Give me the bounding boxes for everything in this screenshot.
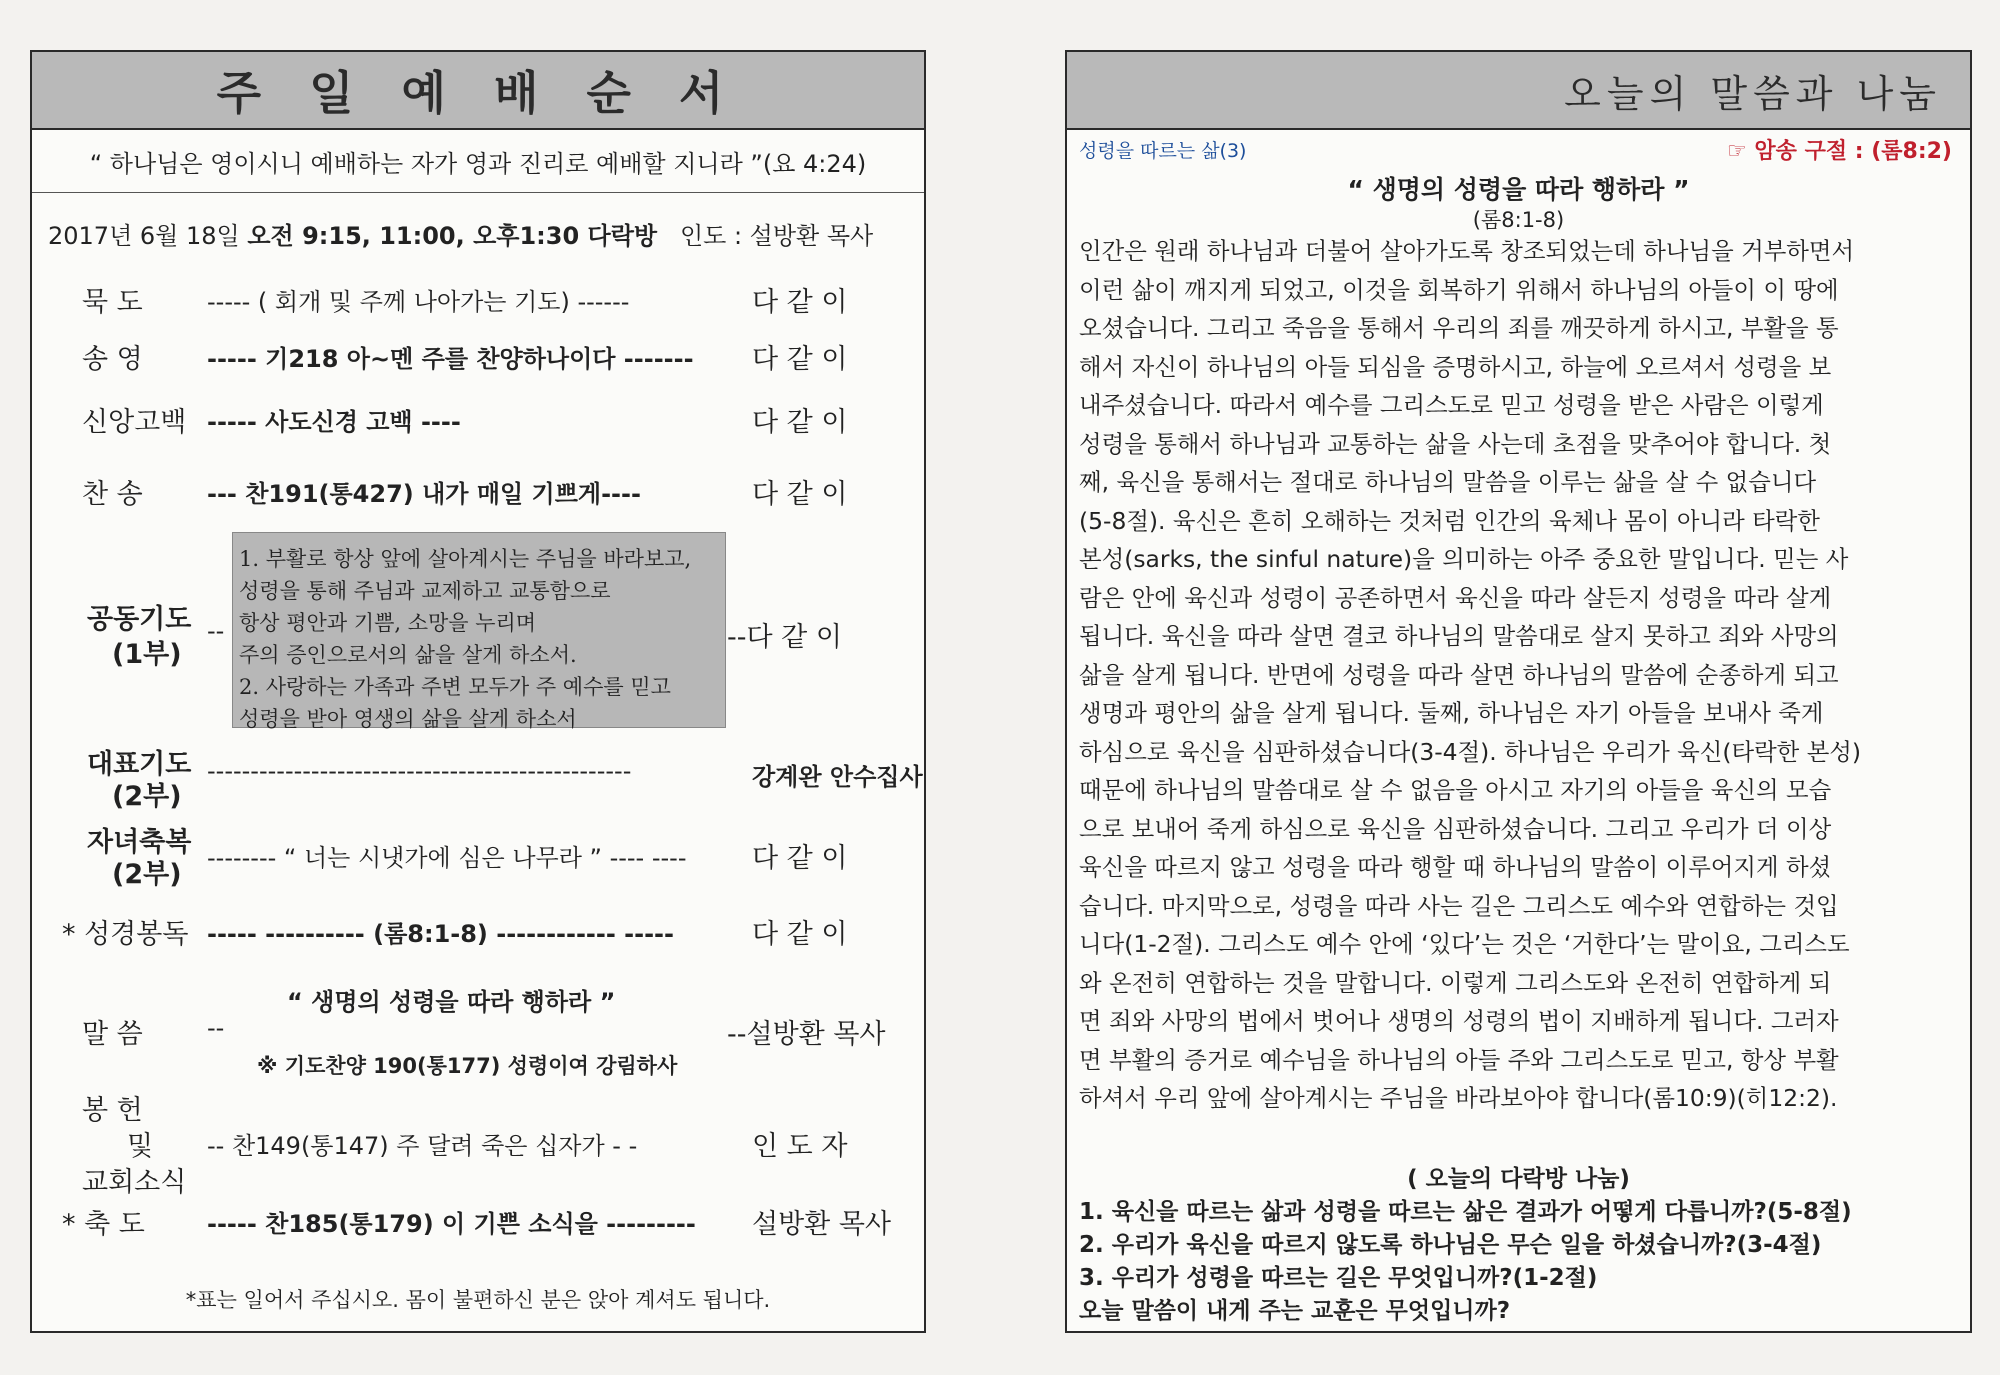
- order-desc-offering: -- 찬149(통147) 주 달려 죽은 십자가 - -: [207, 1132, 638, 1160]
- order-leader-sermon: --설방환 목사: [727, 1019, 886, 1050]
- series-label: 성령을 따르는 삶(3): [1079, 140, 1247, 162]
- order-sub-common-prayer: (1부): [112, 639, 182, 670]
- body-line: 하심으로 육신을 심판하셨습니다(3-4절). 하나님은 우리가 육신(타락한 본성): [1079, 737, 1862, 766]
- service-date: 2017년 6월 18일: [48, 222, 240, 250]
- body-line: 내주셨습니다. 따라서 예수를 그리스도로 믿고 성령을 받은 사람은 이렇게: [1079, 391, 1824, 419]
- order-label-benediction: * 축 도: [62, 1209, 145, 1240]
- service-info: [48, 216, 873, 251]
- service-leader: 인도 : 설방환 목사: [679, 222, 874, 250]
- order-label-silent-prayer: 묵 도: [82, 287, 143, 318]
- body-line: 생명과 평안의 삶을 살게 됩니다. 둘째, 하나님은 자기 아들을 보내사 죽게: [1079, 699, 1824, 727]
- worship-order-header: [32, 52, 924, 130]
- order-label-news: 교회소식: [82, 1167, 187, 1198]
- body-line: 오셨습니다. 그리고 죽음을 통해서 우리의 죄를 깨끗하게 하시고, 부활을 통: [1079, 314, 1839, 342]
- worship-order-title: 주 일 예 배 순 서: [216, 66, 740, 120]
- footer-note: *표는 일어서 주십시오. 몸이 불편하신 분은 앉아 계셔도 됩니다.: [185, 1288, 771, 1312]
- sermon-sharing-title: 오늘의 말씀과 나눔: [1564, 71, 1942, 116]
- body-line: 째, 육신을 통해서는 절대로 하나님의 말씀을 이루는 삶을 살 수 없습니다: [1079, 468, 1817, 496]
- order-label-offering: 봉 헌: [82, 1095, 143, 1126]
- sermon-body: [1079, 232, 1956, 1118]
- order-desc-common-prayer: --: [207, 617, 225, 645]
- order-desc-sermon: --: [207, 1014, 225, 1042]
- prayer-line: 성령을 받아 영생의 삶을 살게 하소서: [239, 707, 577, 731]
- body-line: 니다(1-2절). 그리스도 예수 안에 ‘있다’는 것은 ‘거한다’는 말이요, 그리스도: [1079, 930, 1850, 958]
- question-item: 1. 육신을 따르는 삶과 성령을 따르는 삶은 결과가 어떻게 다릅니까?(5-8절): [1079, 1199, 1852, 1225]
- body-line: 삶을 살게 됩니다. 반면에 성령을 따라 살면 하나님의 말씀에 순종하게 되고: [1079, 660, 1839, 689]
- body-line: (5-8절). 육신은 흔히 오해하는 것처럼 인간의 육체나 몸이 아니라 타락한: [1079, 506, 1820, 535]
- divider: [32, 192, 924, 193]
- body-line: 와 온전히 연합하는 것을 말합니다. 이렇게 그리스도와 온전히 연합하게 되: [1079, 968, 1832, 997]
- body-line: 됩니다. 육신을 따라 살면 결코 하나님의 말씀대로 살지 못하고 죄와 사망의: [1079, 622, 1839, 650]
- order-leader-common-prayer: --다 같 이: [727, 622, 842, 653]
- order-label-rep-prayer: 대표기도: [87, 749, 192, 780]
- body-line: 으로 보내어 죽게 하심으로 육신을 심판하셨습니다. 그리고 우리가 더 이상: [1079, 814, 1832, 843]
- order-label-doxology: 송 영: [82, 344, 143, 375]
- question-item: 3. 우리가 성령을 따르는 길은 무엇입니까?(1-2절): [1079, 1265, 1598, 1291]
- sermon-sharing-panel: [1065, 50, 1972, 1333]
- order-leader-offering: 인 도 자: [752, 1131, 848, 1162]
- sermon-sharing-header: [1067, 52, 1970, 130]
- body-line: 하셔서 우리 앞에 살아계시는 주님을 바라보아야 합니다(롬10:9)(히12:2).: [1079, 1084, 1838, 1112]
- worship-order-panel: [30, 50, 926, 1333]
- order-desc-creed: ----- 사도신경 고백 ----: [207, 408, 461, 436]
- body-line: 인간은 원래 하나님과 더불어 살아가도록 창조되었는데 하나님을 거부하면서: [1079, 237, 1855, 265]
- question-item: 오늘 말씀이 내게 주는 교훈은 무엇입니까?: [1079, 1298, 1511, 1324]
- body-line: 성령을 통해서 하나님과 교통하는 삶을 사는데 초점을 맞추어야 합니다. 첫: [1079, 429, 1832, 458]
- body-line: 육신을 따르지 않고 성령을 따라 행할 때 하나님의 말씀이 이루어지게 하셨: [1079, 853, 1832, 881]
- order-label-child-blessing: 자녀축복: [87, 827, 192, 858]
- sermon-title: “ 생명의 성령을 따라 행하라 ”: [287, 988, 616, 1016]
- service-times: 오전 9:15, 11:00, 오후1:30 다락방: [247, 222, 658, 250]
- order-label-and: 및: [127, 1131, 154, 1162]
- order-desc-silent-prayer: ----- ( 회개 및 주께 나아가는 기도) ------: [207, 288, 630, 316]
- order-sub-rep-prayer: (2부): [112, 781, 182, 812]
- body-line: 람은 안에 육신과 성령이 공존하면서 육신을 따라 살든지 성령을 따라 살게: [1079, 583, 1832, 612]
- common-prayer-box: [232, 532, 726, 731]
- order-desc-benediction: ----- 찬185(통179) 이 기쁜 소식을 ---------: [207, 1210, 696, 1238]
- prayer-line: 1. 부활로 항상 앞에 살아계시는 주님을 바라보고,: [239, 547, 692, 571]
- body-line: 때문에 하나님의 말씀대로 살 수 없음을 아시고 자기의 아들을 육신의 모습: [1079, 776, 1832, 804]
- order-desc-hymn: --- 찬191(통427) 내가 매일 기쁘게----: [207, 480, 641, 508]
- order-desc-scripture: ----- ---------- (롬8:1-8) ------------ -----: [207, 920, 674, 948]
- sharing-questions: [1079, 1196, 1956, 1328]
- order-leader-benediction: 설방환 목사: [752, 1209, 891, 1240]
- prayer-line: 2. 사랑하는 가족과 주변 모두가 주 예수를 믿고: [239, 675, 671, 699]
- sermon-heading: “ 생명의 성령을 따라 행하라 ”: [1347, 175, 1690, 204]
- body-line: 해서 자신이 하나님의 아들 되심을 증명하시고, 하늘에 오르셔서 성령을 보: [1079, 352, 1832, 381]
- order-label-sermon: 말 씀: [82, 1019, 143, 1050]
- body-line: 이런 삶이 깨지게 되었고, 이것을 회복하기 위해서 하나님의 아들이 이 땅에: [1079, 275, 1839, 304]
- order-desc-child-blessing: -------- “ 너는 시냇가에 심은 나무라 ” ---- ----: [207, 844, 687, 872]
- question-item: 2. 우리가 육신을 따르지 않도록 하나님은 무슨 일을 하셨습니까?(3-4절): [1079, 1232, 1822, 1258]
- sharing-heading: ( 오늘의 다락방 나눔): [1407, 1166, 1630, 1192]
- prayer-line: 성령을 통해 주님과 교제하고 교통함으로: [239, 579, 611, 603]
- sermon-reference: (롬8:1-8): [1472, 208, 1565, 232]
- order-label-hymn: 찬 송: [82, 479, 143, 510]
- body-line: 면 죄와 사망의 법에서 벗어나 생명의 성령의 법이 지배하게 됩니다. 그러자: [1079, 1007, 1839, 1035]
- order-sub-child-blessing: (2부): [112, 859, 182, 890]
- memory-verse: ☞ 암송 구절 : (롬8:2): [1727, 139, 1952, 164]
- order-leader-child-blessing: 다 같 이: [752, 843, 848, 874]
- prayer-line: 주의 증인으로서의 삶을 살게 하소서.: [239, 643, 577, 667]
- body-line: 본성(sarks, the sinful nature)을 의미하는 아주 중요한 말입니다. 믿는 사: [1079, 545, 1849, 573]
- order-leader-hymn: 다 같 이: [752, 479, 848, 510]
- order-leader-doxology: 다 같 이: [752, 344, 848, 375]
- order-label-creed: 신앙고백: [82, 407, 187, 438]
- theme-verse: “ 하나님은 영이시니 예배하는 자가 영과 진리로 예배할 지니라 ”(요 4:24): [89, 150, 867, 178]
- order-leader-silent-prayer: 다 같 이: [752, 287, 848, 318]
- body-line: 면 부활의 증거로 예수님을 하나님의 아들 주와 그리스도로 믿고, 항상 부활: [1079, 1045, 1839, 1074]
- order-leader-scripture: 다 같 이: [752, 919, 848, 950]
- order-label-scripture: * 성경봉독: [62, 919, 189, 950]
- hymn-note: ※ 기도찬양 190(통177) 성령이여 강림하사: [257, 1054, 678, 1078]
- order-leader-rep-prayer: 강계완 안수집사: [752, 763, 923, 791]
- order-desc-doxology: ----- 기218 아~멘 주를 찬양하나이다 -------: [207, 345, 694, 373]
- order-desc-rep-prayer: -------------------------------------------------: [207, 757, 632, 785]
- order-leader-creed: 다 같 이: [752, 407, 848, 438]
- prayer-line: 항상 평안과 기쁨, 소망을 누리며: [239, 611, 537, 635]
- order-label-common-prayer: 공동기도: [87, 604, 192, 635]
- body-line: 습니다. 마지막으로, 성령을 따라 사는 길은 그리스도 예수와 연합하는 것입: [1079, 891, 1839, 920]
